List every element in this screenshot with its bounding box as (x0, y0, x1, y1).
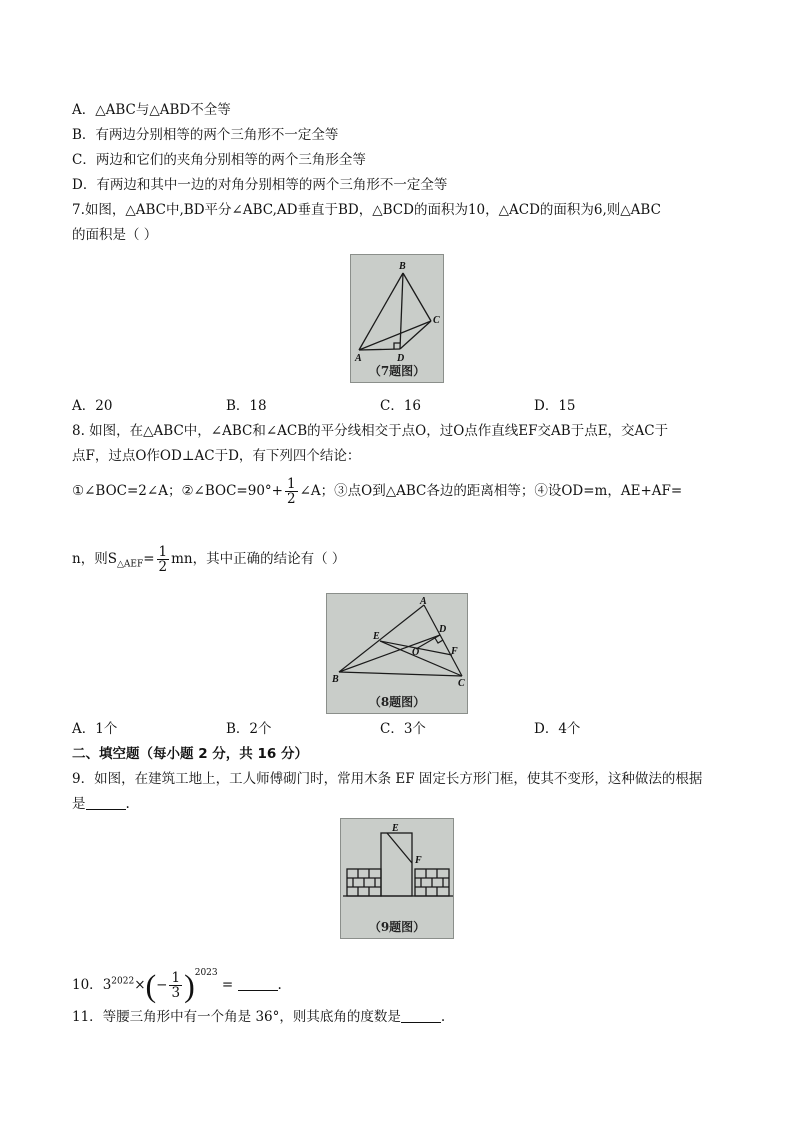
q8-option-b: B．2个 (226, 721, 272, 737)
q8-c2-sub: △AEF (116, 559, 144, 570)
q9-figure-caption: （9题图） (368, 920, 426, 934)
q8-label-o: O (412, 647, 420, 658)
q8-conclusions-part2: ∠A；③点O到△ABC各边的距离相等；④设OD=m，AE+AF= (299, 483, 683, 499)
q10-fraction (169, 971, 182, 1000)
q6-option-a: A．△ABC与△ABD不全等 (72, 102, 231, 118)
q8-conclusions-line1 (72, 476, 682, 506)
q7-label-a: A (355, 353, 362, 364)
q8-conclusions-line2 (72, 544, 345, 580)
q10-base: 3 (102, 977, 112, 993)
q7-stem-line2: 的面积是（ ） (72, 227, 158, 243)
q9-label-e: E (392, 823, 399, 834)
q9-label-f: F (415, 855, 422, 866)
q6-option-b: B．有两边分别相等的两个三角形不一定全等 (72, 127, 339, 143)
q9-stem-line1: 9．如图，在建筑工地上，工人师傅砌门时，常用木条 EF 固定长方形门框，使其不变形，这种做法的根据 (72, 771, 703, 787)
q8-fraction-half (285, 477, 298, 506)
q8-conclusions-part1: ①∠BOC=2∠A；②∠BOC=90°+ (72, 483, 283, 499)
q7-option-c: C．16 (380, 398, 422, 414)
q8-fraction2-num: 1 (158, 544, 168, 560)
q7-option-a: A．20 (72, 398, 113, 414)
q7-label-b: B (399, 261, 406, 272)
q11-end: . (440, 1009, 446, 1025)
q10-exponent-2: 2023 (194, 968, 218, 978)
q8-c2-part3: mn，其中正确的结论有（ ） (171, 551, 346, 567)
q8-figure-caption: （8题图） (368, 695, 426, 709)
q8-label-a: A (420, 596, 427, 607)
q8-fraction2-den: 2 (158, 559, 168, 575)
q8-fraction-num: 1 (286, 476, 296, 492)
q10-prefix: 10． (72, 977, 103, 993)
q9-line2-end: . (125, 796, 130, 812)
q8-label-d: D (439, 624, 447, 635)
q11-stem (72, 1008, 445, 1026)
q8-fraction-den: 2 (286, 491, 296, 507)
q10-right-paren: ) (184, 967, 195, 1004)
q8-label-f: F (451, 646, 458, 657)
q9-answer-blank (86, 795, 126, 810)
q7-figure (350, 254, 444, 383)
q7-label-c: C (433, 315, 440, 326)
q8-c2-part2: = (143, 551, 155, 567)
q8-label-e: E (373, 631, 380, 642)
q8-label-b: B (332, 674, 339, 685)
q10-fraction-num: 1 (171, 970, 181, 986)
q8-figure (326, 593, 468, 714)
q7-option-b: B．18 (226, 398, 267, 414)
q10-expression (72, 951, 282, 1004)
q8-stem-line1: 8. 如图，在△ABC中，∠ABC和∠ACB的平分线相交于点O，过O点作直线EF交AB于点E，交AC于 (72, 423, 669, 439)
q8-c2-part1: n，则S (72, 551, 117, 567)
q8-option-d: D．4个 (534, 721, 581, 737)
q10-left-paren: ( (145, 967, 157, 1004)
q7-label-d: D (397, 353, 405, 364)
q6-option-d: D．有两边和其中一边的对角分别相等的两个三角形不一定全等 (72, 177, 448, 193)
q9-stem-line2 (72, 795, 130, 813)
q10-exponent-1: 2022 (111, 976, 135, 987)
q9-figure (340, 818, 454, 939)
q10-fraction-den: 3 (171, 985, 181, 1001)
section-title-fill-blank: 二、填空题（每小题 2 分，共 16 分） (72, 746, 308, 762)
q8-label-c: C (458, 678, 465, 689)
q11-text: 11．等腰三角形中有一个角是 36°，则其底角的度数是 (72, 1009, 401, 1025)
q8-option-c: C．3个 (380, 721, 426, 737)
q7-option-d: D．15 (534, 398, 576, 414)
q9-line2-text: 是 (72, 796, 86, 812)
q10-end: . (277, 977, 282, 993)
q8-option-a: A．1个 (72, 721, 118, 737)
q11-answer-blank (401, 1008, 441, 1023)
q10-answer-blank (238, 976, 278, 991)
q7-figure-caption: （7题图） (368, 364, 426, 378)
q10-times: × (134, 977, 146, 993)
q8-stem-line2: 点F，过点O作OD⊥AC于D，有下列四个结论： (72, 448, 361, 464)
q8-fraction-half-2 (157, 545, 170, 574)
q6-option-c: C．两边和它们的夹角分别相等的两个三角形全等 (72, 152, 366, 168)
q7-stem-line1: 7.如图，△ABC中,BD平分∠ABC,AD垂直于BD，△BCD的面积为10，△ACD的面积为6,则△ABC (72, 202, 661, 218)
q10-equals: = (221, 977, 234, 993)
q10-negative-sign: − (156, 977, 168, 993)
